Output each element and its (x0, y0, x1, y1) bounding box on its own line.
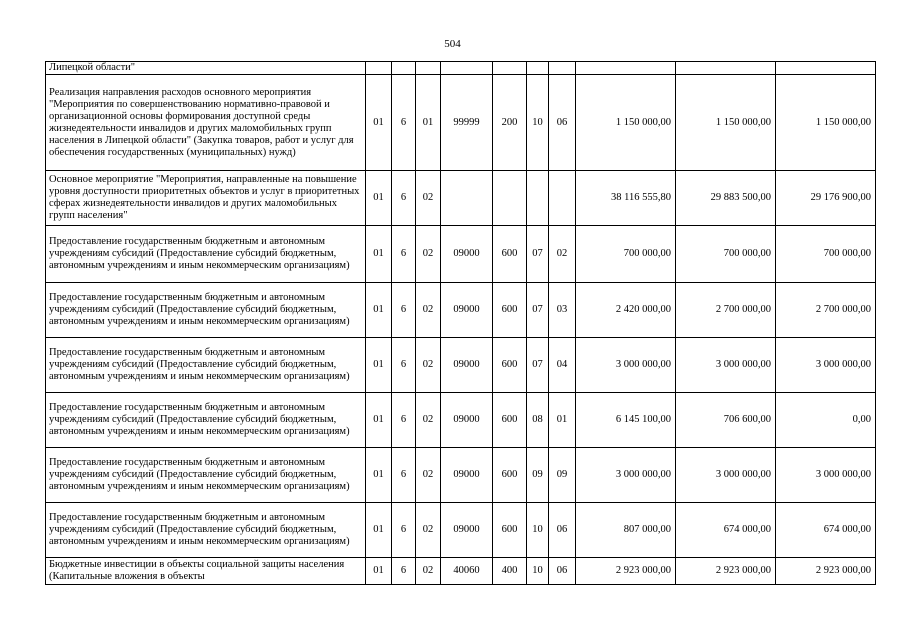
code-section: 10 (527, 503, 549, 558)
code-subsection: 02 (549, 226, 576, 283)
row-description: Предоставление государственным бюджетным и автономным учреждениям субсидий (Предоставление субсидий бюджетным, автономным учреждениям и иным некоммерческим организациям) (46, 393, 366, 448)
code-subsection (549, 171, 576, 226)
code-main-activity (416, 62, 441, 75)
code-main-activity: 02 (416, 283, 441, 338)
code-program: 01 (366, 558, 392, 585)
code-expense-type: 400 (493, 558, 527, 585)
code-main-activity: 02 (416, 171, 441, 226)
code-subprogram: 6 (392, 503, 416, 558)
code-section: 07 (527, 338, 549, 393)
table-row (46, 393, 876, 448)
code-main-activity: 01 (416, 75, 441, 171)
code-expense-type: 600 (493, 393, 527, 448)
table-row (46, 62, 876, 75)
code-direction: 09000 (441, 283, 493, 338)
row-description: Бюджетные инвестиции в объекты социальной защиты населения (Капитальные вложения в объекты (46, 558, 366, 585)
code-direction: 09000 (441, 503, 493, 558)
amount-year-3: 29 176 900,00 (776, 171, 876, 226)
code-program (366, 62, 392, 75)
code-expense-type: 600 (493, 226, 527, 283)
code-subsection: 06 (549, 75, 576, 171)
code-program: 01 (366, 226, 392, 283)
code-program: 01 (366, 448, 392, 503)
code-subsection: 06 (549, 558, 576, 585)
code-subprogram: 6 (392, 448, 416, 503)
code-program: 01 (366, 75, 392, 171)
code-subsection: 03 (549, 283, 576, 338)
amount-year-1: 2 923 000,00 (576, 558, 676, 585)
amount-year-2: 2 923 000,00 (676, 558, 776, 585)
code-direction: 09000 (441, 393, 493, 448)
amount-year-1: 38 116 555,80 (576, 171, 676, 226)
code-expense-type: 600 (493, 338, 527, 393)
code-section: 10 (527, 75, 549, 171)
amount-year-2: 2 700 000,00 (676, 283, 776, 338)
row-description: Предоставление государственным бюджетным и автономным учреждениям субсидий (Предоставление субсидий бюджетным, автономным учреждениям и иным некоммерческим организациям) (46, 226, 366, 283)
amount-year-2: 3 000 000,00 (676, 448, 776, 503)
table-row (46, 171, 876, 226)
amount-year-1: 1 150 000,00 (576, 75, 676, 171)
budget-table (45, 61, 876, 585)
amount-year-3: 0,00 (776, 393, 876, 448)
code-direction (441, 62, 493, 75)
code-subprogram: 6 (392, 226, 416, 283)
code-section: 09 (527, 448, 549, 503)
code-expense-type: 200 (493, 75, 527, 171)
code-subprogram: 6 (392, 283, 416, 338)
amount-year-3: 3 000 000,00 (776, 338, 876, 393)
code-subprogram: 6 (392, 558, 416, 585)
row-description: Предоставление государственным бюджетным и автономным учреждениям субсидий (Предоставление субсидий бюджетным, автономным учреждениям и иным некоммерческим организациям) (46, 283, 366, 338)
code-program: 01 (366, 503, 392, 558)
code-subsection (549, 62, 576, 75)
code-subsection: 06 (549, 503, 576, 558)
amount-year-2: 674 000,00 (676, 503, 776, 558)
table-row (46, 558, 876, 585)
row-description: Основное мероприятие "Мероприятия, направленные на повышение уровня доступности приоритетных объектов и услуг в приоритетных сферах жизнедеятельности инвалидов и других маломобильных групп населения" (46, 171, 366, 226)
row-description: Предоставление государственным бюджетным и автономным учреждениям субсидий (Предоставление субсидий бюджетным, автономным учреждениям и иным некоммерческим организациям) (46, 338, 366, 393)
code-program: 01 (366, 283, 392, 338)
code-subsection: 01 (549, 393, 576, 448)
code-program: 01 (366, 393, 392, 448)
table-row (46, 226, 876, 283)
code-expense-type: 600 (493, 503, 527, 558)
table-row (46, 338, 876, 393)
row-description: Предоставление государственным бюджетным и автономным учреждениям субсидий (Предоставление субсидий бюджетным, автономным учреждениям и иным некоммерческим организациям) (46, 503, 366, 558)
code-direction (441, 171, 493, 226)
code-direction: 09000 (441, 448, 493, 503)
code-subprogram: 6 (392, 393, 416, 448)
code-section: 08 (527, 393, 549, 448)
code-direction: 99999 (441, 75, 493, 171)
amount-year-2 (676, 62, 776, 75)
code-subprogram: 6 (392, 171, 416, 226)
code-direction: 09000 (441, 226, 493, 283)
code-main-activity: 02 (416, 226, 441, 283)
amount-year-1 (576, 62, 676, 75)
row-description: Реализация направления расходов основного мероприятия "Мероприятия по совершенствованию нормативно-правовой и организационной основы формирования доступной среды жизнедеятельности инвалидов и других маломобильных групп населения в Липецкой области" (Закупка товаров, работ и услуг для обеспечения государственных (муниципальных) нужд) (46, 75, 366, 171)
amount-year-2: 700 000,00 (676, 226, 776, 283)
code-expense-type: 600 (493, 448, 527, 503)
table-row (46, 75, 876, 171)
amount-year-3: 3 000 000,00 (776, 448, 876, 503)
code-subprogram (392, 62, 416, 75)
row-description: Предоставление государственным бюджетным и автономным учреждениям субсидий (Предоставление субсидий бюджетным, автономным учреждениям и иным некоммерческим организациям) (46, 448, 366, 503)
code-expense-type: 600 (493, 283, 527, 338)
table-row (46, 283, 876, 338)
code-main-activity: 02 (416, 338, 441, 393)
amount-year-3 (776, 62, 876, 75)
amount-year-2: 29 883 500,00 (676, 171, 776, 226)
amount-year-3: 2 700 000,00 (776, 283, 876, 338)
amount-year-3: 2 923 000,00 (776, 558, 876, 585)
code-expense-type (493, 171, 527, 226)
amount-year-1: 3 000 000,00 (576, 448, 676, 503)
code-section: 10 (527, 558, 549, 585)
amount-year-1: 6 145 100,00 (576, 393, 676, 448)
code-subprogram: 6 (392, 75, 416, 171)
amount-year-3: 1 150 000,00 (776, 75, 876, 171)
amount-year-2: 1 150 000,00 (676, 75, 776, 171)
table-row (46, 503, 876, 558)
table-row (46, 448, 876, 503)
code-expense-type (493, 62, 527, 75)
amount-year-2: 706 600,00 (676, 393, 776, 448)
amount-year-1: 3 000 000,00 (576, 338, 676, 393)
code-subsection: 09 (549, 448, 576, 503)
table-body (46, 62, 876, 585)
code-subprogram: 6 (392, 338, 416, 393)
code-program: 01 (366, 171, 392, 226)
code-main-activity: 02 (416, 393, 441, 448)
amount-year-1: 2 420 000,00 (576, 283, 676, 338)
code-program: 01 (366, 338, 392, 393)
amount-year-2: 3 000 000,00 (676, 338, 776, 393)
amount-year-1: 807 000,00 (576, 503, 676, 558)
code-direction: 09000 (441, 338, 493, 393)
amount-year-3: 674 000,00 (776, 503, 876, 558)
amount-year-3: 700 000,00 (776, 226, 876, 283)
code-main-activity: 02 (416, 558, 441, 585)
code-section (527, 62, 549, 75)
code-main-activity: 02 (416, 503, 441, 558)
page-number: 504 (444, 38, 461, 50)
row-description: Липецкой области" (46, 62, 366, 75)
code-section: 07 (527, 283, 549, 338)
code-main-activity: 02 (416, 448, 441, 503)
code-section: 07 (527, 226, 549, 283)
code-direction: 40060 (441, 558, 493, 585)
amount-year-1: 700 000,00 (576, 226, 676, 283)
code-subsection: 04 (549, 338, 576, 393)
code-section (527, 171, 549, 226)
